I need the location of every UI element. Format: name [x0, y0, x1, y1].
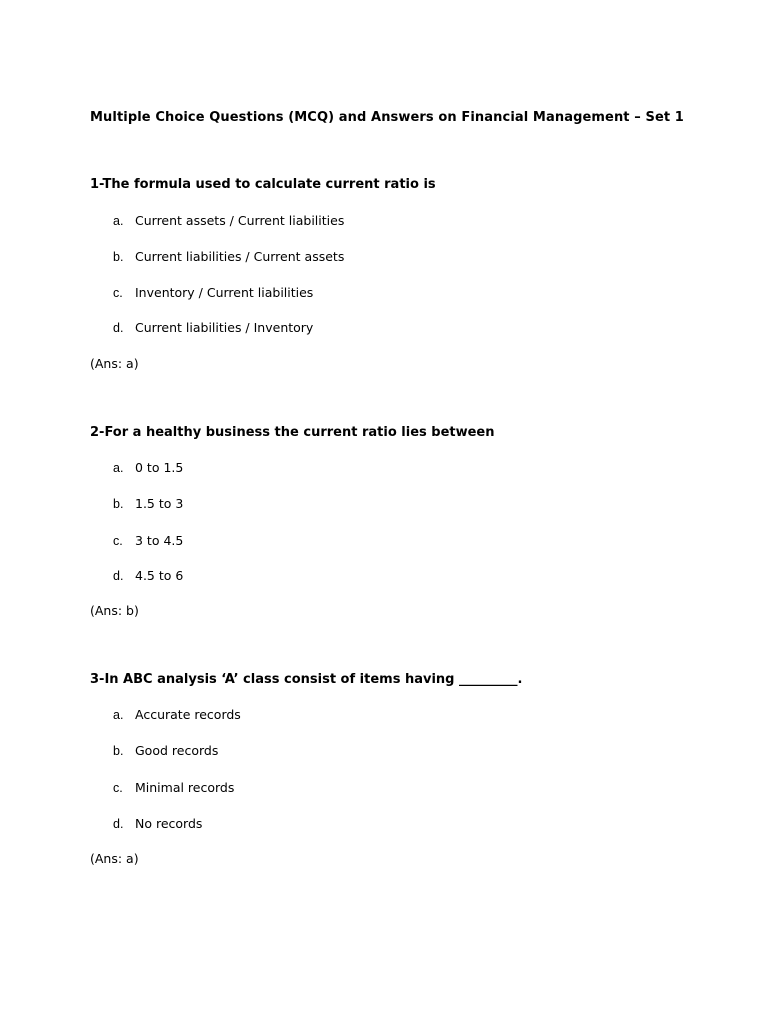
option-text: 1.5 to 3 [135, 496, 184, 511]
option-letter: a. [113, 214, 124, 228]
question-3-answer: (Ans: a) [90, 851, 139, 866]
option-text: 3 to 4.5 [135, 533, 184, 548]
question-2-option-b [113, 496, 183, 511]
option-text: Current liabilities / Inventory [135, 320, 314, 335]
option-letter: b. [113, 744, 124, 758]
option-letter: d. [113, 817, 124, 831]
question-2: 2-For a healthy business the current ratio lies between [90, 425, 495, 440]
option-letter: a. [113, 461, 124, 475]
question-1-option-c [113, 285, 313, 300]
question-3-option-c [113, 780, 234, 795]
document-title: Multiple Choice Questions (MCQ) and Answers on Financial Management – Set 1 [90, 110, 684, 125]
question-2-answer: (Ans: b) [90, 603, 139, 618]
option-text: Current assets / Current liabilities [135, 213, 345, 228]
option-letter: d. [113, 569, 124, 583]
option-text: Current liabilities / Current assets [135, 249, 345, 264]
option-letter: b. [113, 497, 124, 511]
question-1-answer: (Ans: a) [90, 356, 139, 371]
option-text: Minimal records [135, 780, 235, 795]
question-1: 1-The formula used to calculate current ratio is [90, 177, 436, 192]
option-letter: a. [113, 708, 124, 722]
question-3-option-a [113, 707, 241, 722]
question-2-option-a [113, 460, 183, 475]
option-text: Inventory / Current liabilities [135, 285, 314, 300]
question-1-option-b [113, 249, 344, 264]
option-letter: c. [113, 286, 123, 300]
option-text: No records [135, 816, 203, 831]
option-letter: c. [113, 781, 123, 795]
option-letter: b. [113, 250, 124, 264]
question-2-option-d [113, 568, 183, 583]
option-text: Accurate records [135, 707, 241, 722]
question-2-option-c [113, 533, 183, 548]
option-text: 0 to 1.5 [135, 460, 184, 475]
option-text: Good records [135, 743, 219, 758]
option-letter: c. [113, 534, 123, 548]
question-3: 3-In ABC analysis ‘A’ class consist of items having _________. [90, 672, 523, 687]
question-1-option-a [113, 213, 344, 228]
option-letter: d. [113, 321, 124, 335]
question-3-option-d [113, 816, 202, 831]
option-text: 4.5 to 6 [135, 568, 184, 583]
question-3-option-b [113, 743, 218, 758]
question-1-option-d [113, 320, 313, 335]
